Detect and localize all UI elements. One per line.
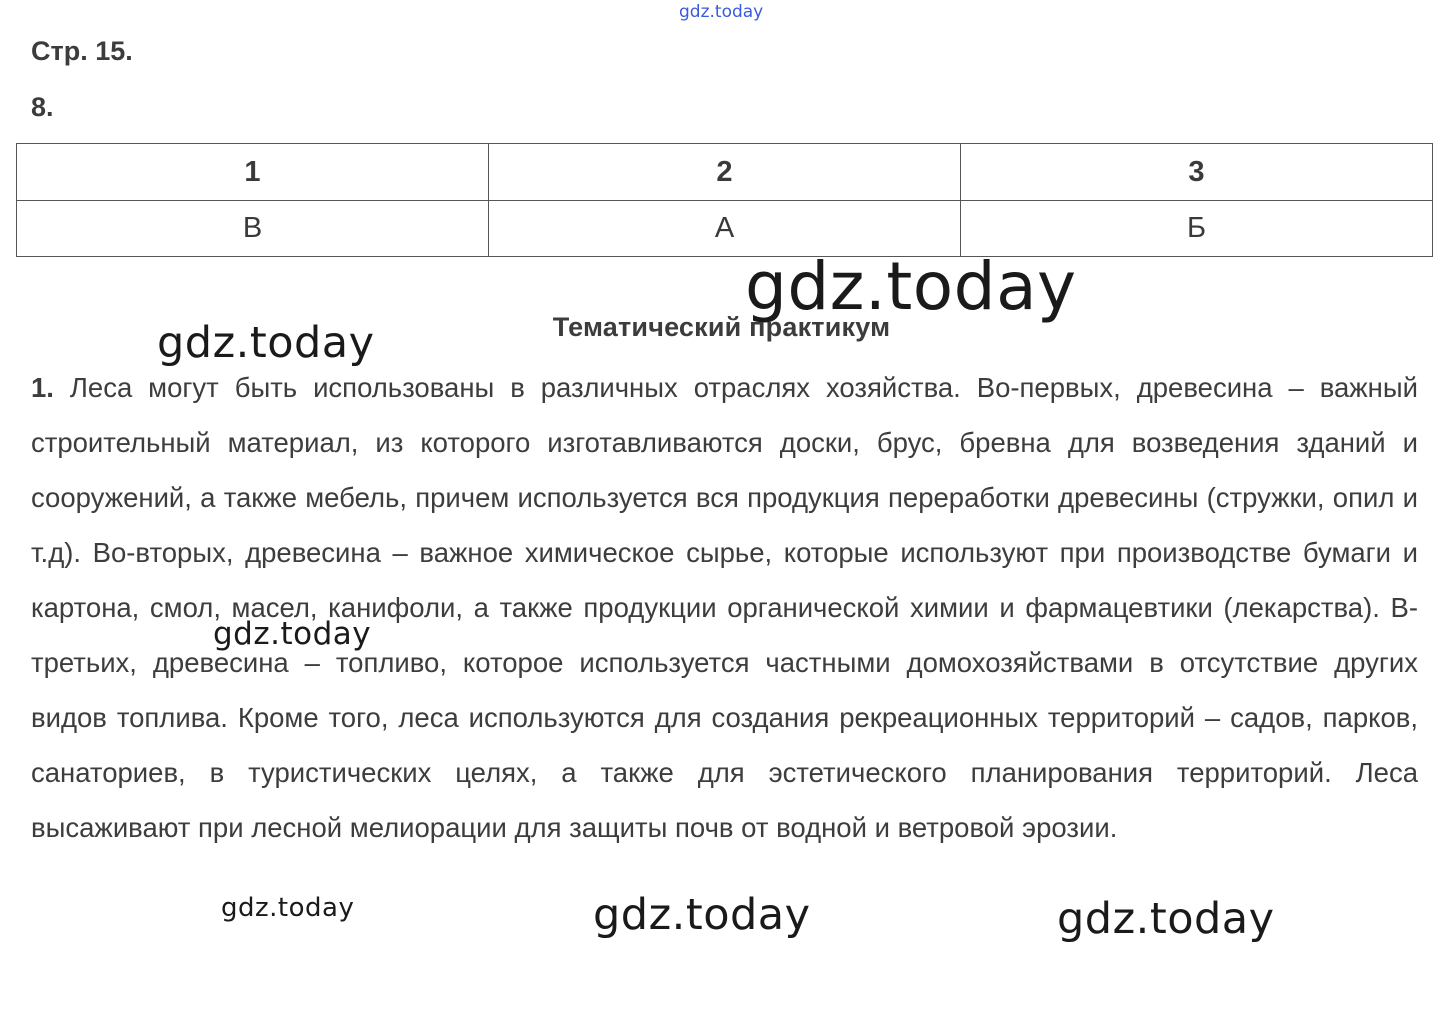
watermark: gdz.today <box>213 616 372 652</box>
watermark-top: gdz.today <box>679 2 764 22</box>
watermark: gdz.today <box>1057 894 1275 944</box>
answer-number: 1. <box>31 372 54 403</box>
table-header-cell: 2 <box>489 144 961 201</box>
answer-table <box>16 143 1433 257</box>
section-title: Тематический практикум <box>552 312 891 342</box>
table-cell: А <box>489 201 961 257</box>
table-header-cell: 1 <box>17 144 489 201</box>
watermark: gdz.today <box>593 890 811 940</box>
table-row <box>17 201 1433 257</box>
watermark: gdz.today <box>221 893 355 923</box>
page-heading: Стр. 15. <box>31 36 133 66</box>
table-header-cell: 3 <box>961 144 1433 201</box>
watermark: gdz.today <box>157 318 375 368</box>
answer-body: Леса могут быть использованы в различных отраслях хозяйства. Во-первых, древесина – важный строительный материал, из которого изготавливаются доски, брус, бревна для возведения зданий и сооружений, а также мебель, причем используется вся продукция переработки древесины (стружки, опил и т.д). Во-вторых, древесина – важное химическое сырье, которые используют при производстве бумаги и картона, смол, масел, канифоли, а также продукции органической химии и фармацевтики (лекарства). В-третьих, древесина – топливо, которое используется частными домохозяйствами в отсутствие других видов топлива. Кроме того, леса используются для создания рекреационных территорий – садов, парков, санаториев, в туристических целях, а также для эстетического планирования территорий. Леса высаживают при лесной мелиорации для защиты почв от водной и ветровой эрозии. <box>31 372 1418 843</box>
watermark: gdz.today <box>745 248 1077 325</box>
answer-paragraph <box>31 360 1418 855</box>
task-number: 8. <box>31 92 54 122</box>
table-cell: Б <box>961 201 1433 257</box>
table-header-row <box>17 144 1433 201</box>
table-cell: В <box>17 201 489 257</box>
